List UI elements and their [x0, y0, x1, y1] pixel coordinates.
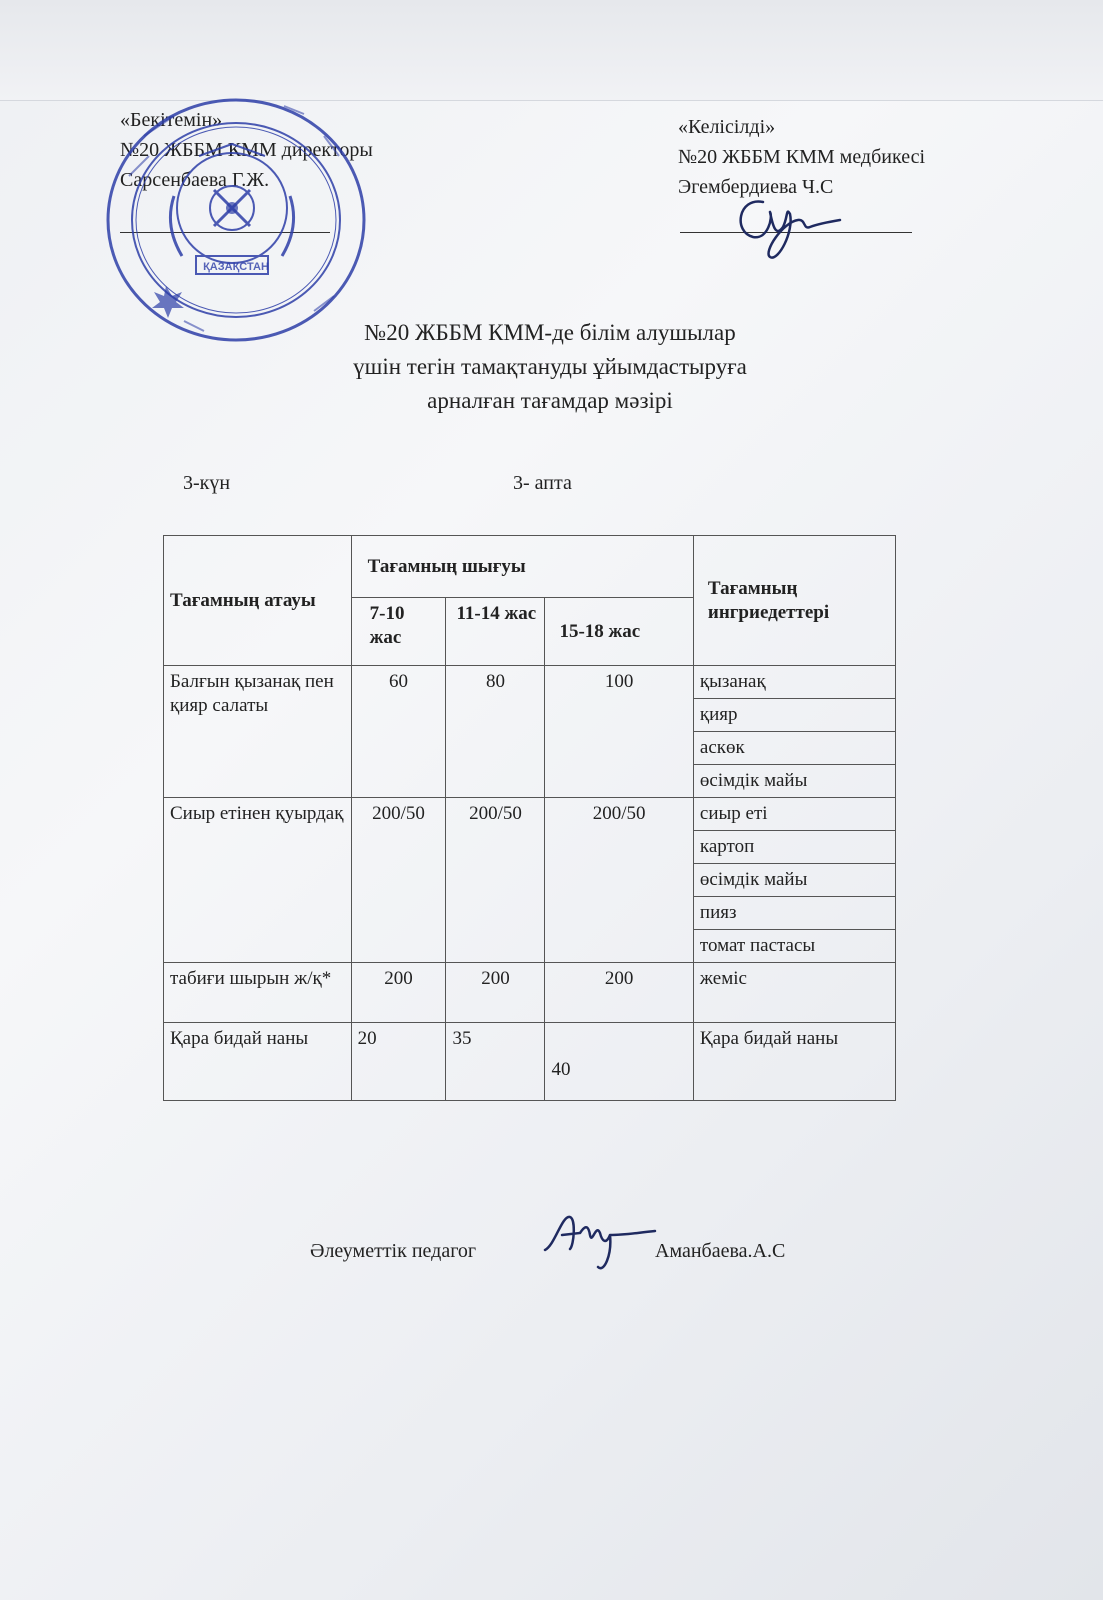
official-seal-icon	[104, 96, 369, 346]
nurse-signature-icon	[728, 192, 848, 264]
portion-7-10: 200	[351, 963, 446, 1023]
approval-position: №20 ЖББМ КММ директоры	[120, 139, 373, 161]
header-age-7-10: 7-10 жас	[351, 598, 446, 666]
portion-7-10: 60	[351, 666, 446, 798]
portion-11-14: 200/50	[446, 798, 545, 963]
header-dish: Тағамның атауы	[164, 536, 352, 666]
document-title	[250, 316, 850, 418]
footer-name: Аманбаева.А.С	[655, 1240, 786, 1262]
title-line-2: үшін тегін тамақтануды ұйымдастыруға	[353, 354, 747, 379]
table-row	[164, 666, 896, 699]
menu-day: 3-күн	[183, 472, 231, 494]
table-header-row	[164, 536, 896, 598]
ingredient: аскөк	[693, 732, 895, 765]
header-age-15-18: 15-18 жас	[545, 598, 693, 666]
table-row	[164, 963, 896, 1023]
table-row	[164, 798, 896, 831]
page-fold-shadow	[0, 0, 1103, 101]
ingredient: картоп	[693, 831, 895, 864]
portion-7-10: 200/50	[351, 798, 446, 963]
agreement-name: Эгембердиева Ч.С	[678, 176, 834, 198]
title-line-1: №20 ЖББМ КММ-де білім алушылар	[364, 320, 736, 345]
dish-name: Балғын қызанақ пен қияр салаты	[164, 666, 352, 798]
table-row	[164, 1023, 896, 1101]
dish-name: табиғи шырын ж/қ*	[164, 963, 352, 1023]
header-yield: Тағамның шығуы	[351, 536, 693, 598]
portion-15-18: 100	[545, 666, 693, 798]
ingredient: қияр	[693, 699, 895, 732]
title-line-3: арналған тағамдар мәзірі	[427, 388, 673, 413]
menu-week: 3- апта	[513, 472, 572, 494]
ingredient: өсімдік майы	[693, 864, 895, 897]
agreement-label: «Келісілді»	[678, 116, 776, 138]
portion-7-10: 20	[351, 1023, 446, 1101]
approval-label: «Бекітемін»	[120, 109, 223, 131]
dish-name: Сиыр етінен қуырдақ	[164, 798, 352, 963]
ingredient: пияз	[693, 897, 895, 930]
agreement-block	[678, 112, 925, 202]
ingredient: қызанақ	[693, 666, 895, 699]
portion-15-18: 40	[545, 1023, 693, 1101]
header-ingredients: Тағамның ингриедеттері	[693, 536, 895, 666]
ingredient: жеміс	[693, 963, 895, 1023]
portion-11-14: 80	[446, 666, 545, 798]
footer-signature-block	[310, 1240, 786, 1263]
portion-11-14: 200	[446, 963, 545, 1023]
ingredient: Қара бидай наны	[693, 1023, 895, 1101]
menu-table	[163, 535, 896, 1101]
pedagogue-signature-icon	[540, 1205, 660, 1275]
ingredient: томат пастасы	[693, 930, 895, 963]
seal-center-text: ҚАЗАҚСТАН	[203, 261, 269, 273]
ingredient: өсімдік майы	[693, 765, 895, 798]
ingredient: сиыр еті	[693, 798, 895, 831]
footer-role: Әлеуметтік педагог	[310, 1240, 477, 1262]
portion-15-18: 200/50	[545, 798, 693, 963]
approval-name: Сарсенбаева Г.Ж.	[120, 169, 270, 191]
agreement-position: №20 ЖББМ КММ медбикесі	[678, 146, 926, 168]
portion-15-18: 200	[545, 963, 693, 1023]
portion-11-14: 35	[446, 1023, 545, 1101]
header-age-11-14: 11-14 жас	[446, 598, 545, 666]
dish-name: Қара бидай наны	[164, 1023, 352, 1101]
